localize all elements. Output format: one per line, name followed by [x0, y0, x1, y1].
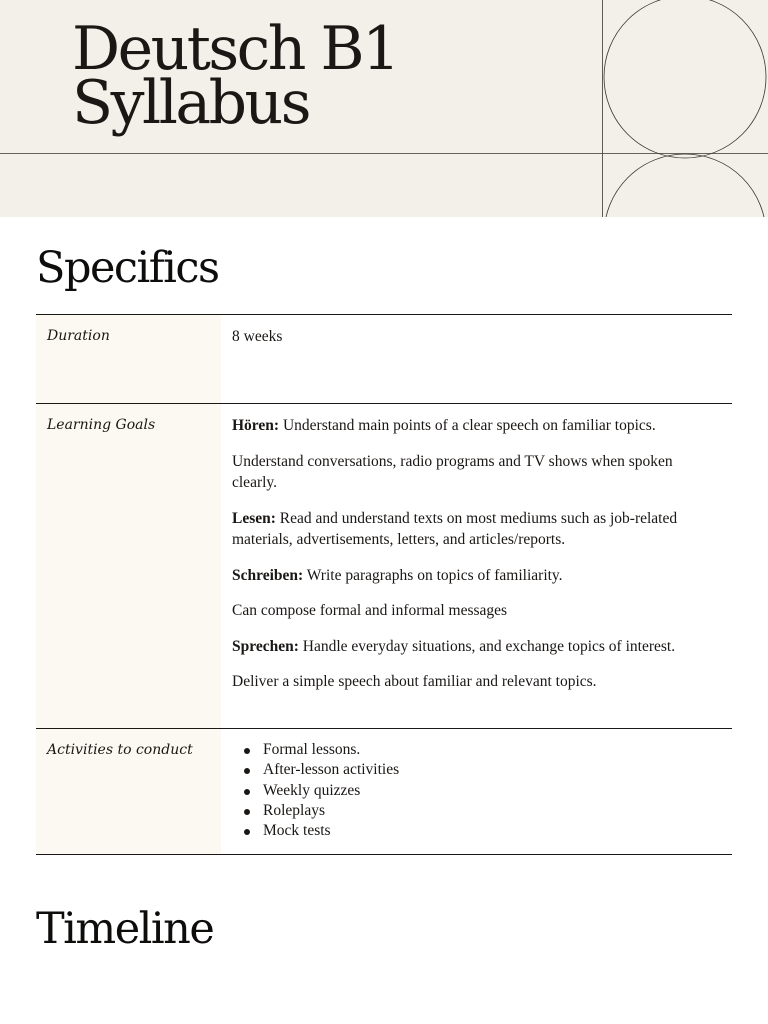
goal-paragraph — [232, 451, 721, 494]
title-line-2: Syllabus — [72, 68, 309, 138]
goal-skill-label: Sprechen: — [232, 637, 299, 655]
goal-paragraph — [232, 600, 721, 622]
goal-text: Deliver a simple speech about familiar and relevant topics. — [232, 673, 597, 690]
list-item: Weekly quizzes — [244, 781, 721, 801]
goal-skill-label: Hören: — [232, 417, 280, 434]
goal-paragraph — [232, 671, 721, 693]
duration-value: 8 weeks — [232, 328, 283, 345]
activities-list — [232, 740, 721, 841]
goal-text: Write paragraphs on topics of familiarity. — [303, 566, 563, 584]
goal-paragraph — [232, 508, 721, 551]
decorative-geometric-lines — [0, 0, 768, 217]
specifics-heading: Specifics — [36, 243, 219, 293]
learning-goals-content — [221, 404, 732, 728]
activities-content — [221, 729, 732, 854]
goal-text: Handle everyday situations, and exchange topics of interest. — [298, 637, 676, 655]
specifics-table — [36, 314, 732, 855]
goal-paragraph — [232, 415, 721, 437]
list-item: After-lesson activities — [244, 760, 721, 780]
header-banner — [0, 0, 768, 217]
goal-text: Read and understand texts on most mediums such as job-related materials, advertisements, letters, and articles/reports. — [232, 509, 678, 548]
list-item: Mock tests — [244, 821, 721, 841]
upper-circle-outline — [604, 0, 766, 158]
list-item: Formal lessons. — [244, 740, 721, 760]
goal-skill-label: Lesen: — [232, 509, 276, 527]
goal-text: Can compose formal and informal messages — [232, 602, 508, 619]
goal-skill-label: Schreiben: — [232, 566, 304, 584]
activities-label: Activities to conduct — [36, 729, 221, 854]
title-line-1: Deutsch B1 — [72, 14, 398, 84]
table-row-activities — [36, 729, 732, 855]
goal-paragraph — [232, 636, 721, 658]
goal-text: Understand main points of a clear speech on familiar topics. — [279, 417, 656, 434]
learning-goals-label: Learning Goals — [36, 404, 221, 728]
table-row-learning-goals — [36, 404, 732, 729]
goal-paragraph — [232, 565, 721, 587]
lower-circle-outline — [604, 154, 766, 217]
timeline-heading: Timeline — [36, 904, 214, 954]
duration-label: Duration — [36, 315, 221, 403]
list-item: Roleplays — [244, 801, 721, 821]
goal-text: Understand conversations, radio programs and TV shows when spoken clearly. — [232, 452, 673, 491]
table-row-duration — [36, 315, 732, 404]
